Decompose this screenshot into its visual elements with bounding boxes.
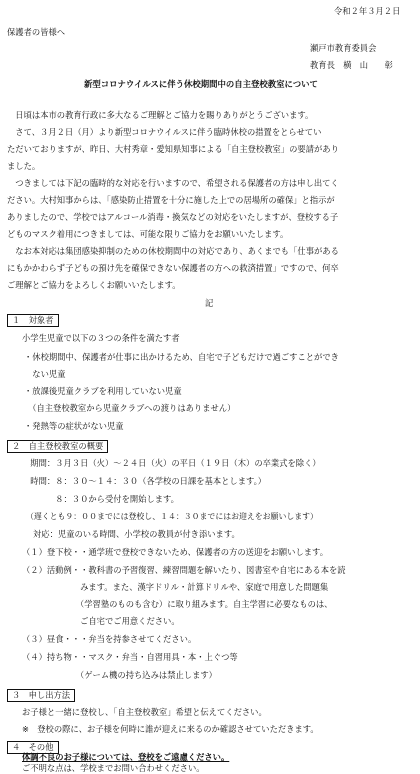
- intro-line: さて、３月２日（月）より新型コロナウイルスに伴う臨時休校の措置をとらせてい: [7, 127, 322, 137]
- intro-line: にもかかわらず子どもの預け先を確保できない保護者の方への救済措置」ですので、何卒: [7, 263, 339, 273]
- apply-line: お子様と一緒に登校し、「自主登校教室」希望と伝えてください。: [22, 707, 267, 717]
- document-title: 新型コロナウイルスに伴う休校期間中の自主登校教室について: [84, 79, 318, 89]
- intro-line: ご理解とご協力をよろしくお願いいたします。: [7, 280, 181, 290]
- game-note: （ゲーム機の持ち込みは禁止します）: [22, 670, 217, 680]
- intro-line: つきましては下記の臨時的な対応を行いますので、希望される保護者の方は申し出てく: [7, 178, 339, 188]
- section-3-heading: ３ 申し出方法: [7, 689, 75, 702]
- activity-line: （２）活動例・・教科書の予習復習、練習問題を解いたり、図書室や自宅にある本を読: [22, 565, 346, 575]
- list-item: ・発熱等の症状がない児童: [24, 421, 124, 431]
- intro-line: なお本対応は集団感染抑制のための休校期間中の対応であり、あくまでも「仕事がある: [7, 246, 339, 256]
- section-1-lead: 小学生児童で以下の３つの条件を満たす者: [22, 333, 180, 343]
- activity-line: みます。また、漢字ドリル・計算ドリルや、家庭で用意した問題集: [22, 582, 329, 592]
- intro-line: ただいておりますが、昨日、大村秀章・愛知県知事による「自主登校教室」の要請があり: [7, 144, 339, 154]
- contact-line: ご不明な点は、学校までお問い合わせください。: [22, 763, 205, 773]
- lunch-line: （３）昼食・・・弁当を持参させてください。: [22, 634, 197, 644]
- activity-line: （学習塾のものも含む）に取り組みます。自主学習に必要なものは、: [22, 599, 333, 609]
- staff-line: 対応：児童のいる時間、小学校の教員が付き添います。: [33, 529, 240, 539]
- list-item: ・休校期間中、保護者が仕事に出かけるため、自宅で子どもだけで過ごすことができ: [24, 352, 339, 362]
- belongings-line: （４）持ち物・・マスク・弁当・自習用具・本・上ぐつ等: [22, 652, 238, 662]
- period-line: 期間：３月３日（火）～２４日（火）の平日（１９日（木）の卒業式を除く）: [22, 458, 321, 468]
- list-item: ・放課後児童クラブを利用していない児童: [24, 386, 182, 396]
- date: 令和２年３月２日: [334, 6, 401, 16]
- intro-line: 日頃は本市の教育行政に多大なるご理解とご協力を賜りありがとうございます。: [7, 110, 314, 120]
- intro-line: ました。: [7, 161, 41, 171]
- commute-line: （１）登下校・・通学班で登校できないため、保護者の方の送迎をお願いします。: [22, 547, 328, 557]
- intro-line: どものマスク着用につきましては、可能な限りご協力をお願いいたします。: [7, 229, 289, 239]
- activity-line: ご自宅でご用意ください。: [22, 616, 180, 626]
- arrival-note: （遅くとも９：００までには登校し、１４：３０までにはお迎えをお願いします）: [22, 512, 318, 521]
- section-2-heading: ２ 自主登校教室の概要: [7, 440, 108, 453]
- list-item: （自主登校教室から児童クラブへの渡りはありません）: [24, 403, 236, 413]
- intro-line: ださい。大村知事からは、「感染防止措置を十分に施した上での居場所の確保」と指示が: [7, 195, 335, 205]
- list-item: ない児童: [24, 369, 66, 379]
- ki-marker: 記: [205, 298, 214, 308]
- section-4-heading: ４ その他: [7, 741, 59, 754]
- sender-org: 瀬戸市教育委員会: [310, 43, 377, 53]
- reception-line: ８：３０から受付を開始します。: [22, 494, 179, 504]
- section-1-heading: １ 対象者: [7, 314, 59, 327]
- time-line: 時間：８：３０～１４：３０（各学校の日課を基本とします。）: [22, 476, 267, 486]
- illness-notice: 体調不良のお子様については、登校をご遠慮ください。: [22, 752, 230, 762]
- apply-note: ※ 登校の際に、お子様を何時に誰が迎えに来るのか確認させていただきます。: [22, 724, 319, 734]
- intro-line: ありましたので、学校ではアルコール消毒・換気などの対応をいたしますが、登校する子: [7, 212, 339, 222]
- sender-name: 教育長 横 山 彰: [310, 60, 393, 70]
- recipient: 保護者の皆様へ: [7, 27, 66, 37]
